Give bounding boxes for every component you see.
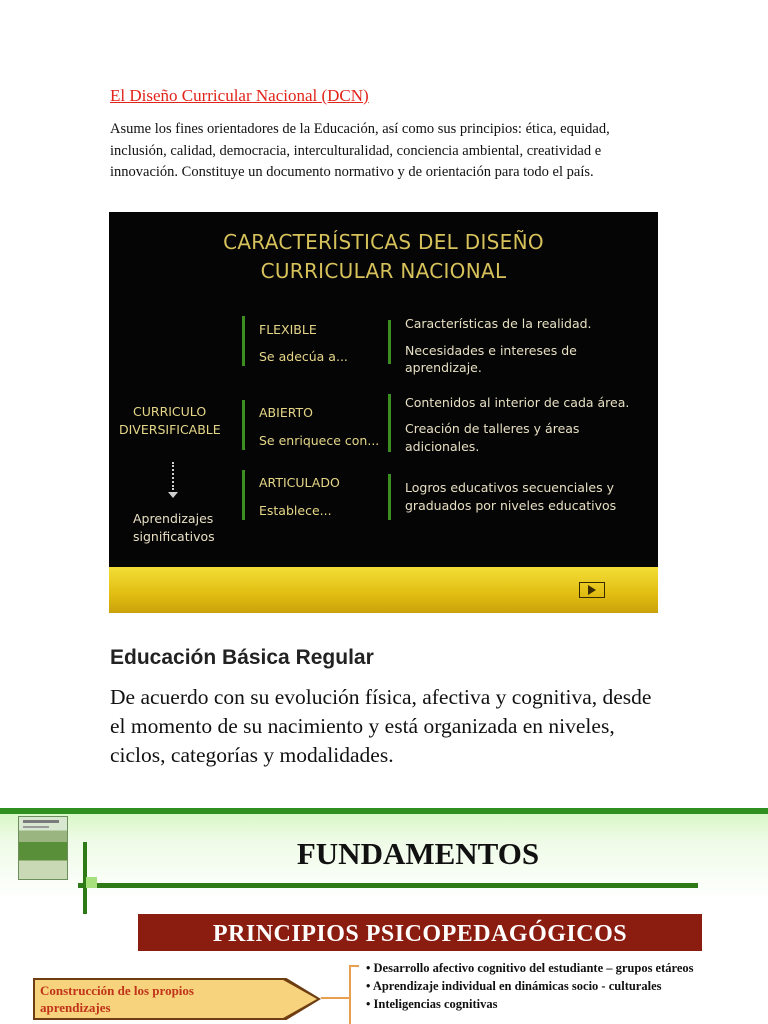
row-abierto-name: ABIERTO	[259, 405, 313, 420]
connector-line	[321, 997, 349, 999]
row-flexible-detail: Características de la realidad.	[405, 316, 592, 331]
divider-bar	[388, 394, 391, 452]
ebr-description: De acuerdo con su evolución física, afectiva y cognitiva, desde el momento de su nacimiento y está organizada en niveles, ciclos, categorías y modalidades.	[110, 685, 652, 767]
slide-title	[109, 228, 658, 286]
pentagon-label: Construcción de los propios aprendizajes	[40, 983, 194, 1015]
top-divider	[0, 808, 768, 814]
left-label-line-1: CURRICULO	[133, 404, 207, 419]
row-flexible-name: FLEXIBLE	[259, 322, 317, 337]
outcome-line-1: Aprendizajes	[133, 511, 214, 526]
row-abierto-detail: adicionales.	[405, 439, 480, 454]
row-abierto-verb: Se enriquece con...	[259, 433, 380, 448]
dcn-characteristics-slide	[109, 212, 658, 613]
row-articulado-detail: Logros educativos secuenciales y	[405, 480, 614, 495]
ebr-heading: Educación Básica Regular	[110, 646, 374, 669]
list-item: • Inteligencias cognitivas	[366, 997, 766, 1012]
row-abierto-detail: Contenidos al interior de cada área.	[405, 395, 630, 410]
principios-banner: PRINCIPIOS PSICOPEDAGÓGICOS	[138, 914, 702, 951]
slide-title-line-1: CARACTERÍSTICAS DEL DISEÑO	[223, 230, 544, 254]
down-arrow-icon	[172, 462, 174, 490]
slide-footer-bar	[109, 567, 658, 613]
row-flexible-detail: aprendizaje.	[405, 360, 482, 375]
dcn-description: Asume los fines orientadores de la Educación, así como sus principios: ética, equidad, inclusión, calidad, democracia, interculturalidad, conciencia ambiental, creatividad e innovación. Constituye un documento normativo y de orientación para todo el país.	[110, 121, 610, 180]
row-articulado-verb: Establece...	[259, 503, 332, 518]
divider-bar	[242, 400, 245, 450]
row-abierto-detail: Creación de talleres y áreas	[405, 421, 580, 436]
list-item: • Aprendizaje individual en dinámicas socio - culturales	[366, 979, 766, 994]
slide-title-line-2: CURRICULAR NACIONAL	[260, 259, 507, 283]
accent-square	[86, 877, 97, 888]
divider-bar	[242, 316, 245, 366]
divider-bar	[388, 320, 391, 364]
row-flexible-verb: Se adecúa a...	[259, 349, 348, 364]
divider-bar	[388, 474, 391, 520]
dcn-title: El Diseño Curricular Nacional (DCN)	[110, 86, 369, 105]
play-icon[interactable]	[579, 582, 605, 598]
fundamentos-title: FUNDAMENTOS	[296, 836, 540, 871]
bullet-bracket	[349, 965, 359, 1024]
row-articulado-name: ARTICULADO	[259, 475, 340, 490]
divider-bar	[242, 470, 245, 520]
left-label-line-2: DIVERSIFICABLE	[119, 422, 221, 437]
row-articulado-detail: graduados por niveles educativos	[405, 498, 617, 513]
row-flexible-detail: Necesidades e intereses de	[405, 343, 577, 358]
list-item: • Desarrollo afectivo cognitivo del estudiante – grupos etáreos	[366, 961, 766, 976]
arrow-head-icon	[168, 492, 178, 498]
horizontal-accent-line	[78, 883, 698, 888]
fundamentos-slide	[0, 800, 768, 1024]
outcome-line-2: significativos	[133, 529, 215, 544]
principles-list	[366, 961, 766, 1015]
